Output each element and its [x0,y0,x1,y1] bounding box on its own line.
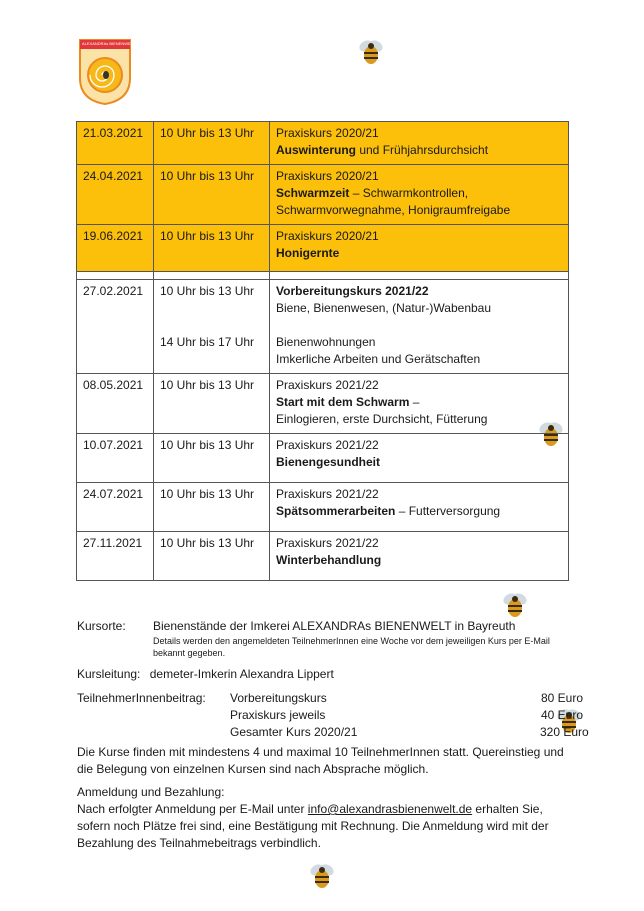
table-row-spacer [77,272,569,280]
table-row [77,122,569,165]
time-cell: 10 Uhr bis 13 Uhr [154,434,270,483]
kursorte-note: Details werden den angemeldeten TeilnehmerInnen eine Woche vor dem jeweiligen Kurs per E-Mail bekannt gegeben. [153,636,550,658]
time-cell [154,280,270,374]
time-cell: 10 Uhr bis 13 Uhr [154,374,270,434]
anmeldung-section [77,784,571,852]
date-cell: 24.04.2021 [77,165,154,225]
course-cell [270,483,569,532]
topic-rest: – Schwarmkontrollen, Schwarmvorwegnahme, Honigraumfreigabe [276,186,511,217]
time-cell: 10 Uhr bis 13 Uhr [154,483,270,532]
table-row [77,165,569,225]
course-cell [270,532,569,581]
course-name: Praxiskurs 2021/22 [276,487,379,501]
date-cell: 21.03.2021 [77,122,154,165]
kursleitung-value: demeter-Imkerin Alexandra Lippert [149,667,334,681]
course-line: Imkerliche Arbeiten und Gerätschaften [276,352,481,366]
course-name: Praxiskurs 2020/21 [276,229,379,243]
table-row [77,225,569,272]
table-row [77,532,569,581]
bee-icon [307,862,337,890]
fee-name: Praxiskurs jeweils [230,708,326,722]
participants-text: Die Kurse finden mit mindestens 4 und maximal 10 TeilnehmerInnen statt. Quereinstieg und die Belegung von einzelnen Kursen sind nach Absprache möglich. [77,745,564,776]
date-cell: 19.06.2021 [77,225,154,272]
schedule-table [76,121,569,581]
topic-bold: Honigernte [276,246,340,260]
bee-icon [356,38,386,66]
table-row [77,280,569,374]
time-cell: 10 Uhr bis 13 Uhr [154,532,270,581]
course-name: Praxiskurs 2020/21 [276,169,379,183]
kursorte-value: Bienenstände der Imkerei ALEXANDRAs BIENENWELT in Bayreuth [153,619,516,633]
table-row [77,374,569,434]
course-cell [270,165,569,225]
topic-bold: Spätsommerarbeiten [276,504,396,518]
time-cell: 10 Uhr bis 13 Uhr [154,122,270,165]
date-cell: 24.07.2021 [77,483,154,532]
bee-icon [500,591,530,619]
fee-row [230,724,589,740]
kursleitung-section [77,666,334,683]
fee-row [230,707,583,723]
course-name: Praxiskurs 2020/21 [276,126,379,140]
kursorte-section [77,618,577,659]
kursorte-label: Kursorte: [77,619,126,633]
fees-label: TeilnehmerInnenbeitrag: [77,691,206,705]
time-2: 14 Uhr bis 17 Uhr [160,335,255,349]
course-line: Einlogieren, erste Durchsicht, Fütterung [276,412,488,426]
fee-amount: 40 Euro [540,708,583,722]
course-name: Praxiskurs 2021/22 [276,438,379,452]
topic-bold: Schwarmzeit [276,186,350,200]
email-link[interactable]: info@alexandrasbienenwelt.de [307,802,473,816]
topic-bold: Bienengesundheit [276,455,381,469]
course-name: Praxiskurs 2021/22 [276,536,379,550]
course-name: Praxiskurs 2021/22 [276,378,379,392]
topic-bold: Auswinterung [276,143,356,157]
fee-amount: 320 Euro [540,725,589,739]
table-row [77,434,569,483]
fee-name: Vorbereitungskurs [230,691,327,705]
course-cell [270,225,569,272]
course-name: Vorbereitungskurs 2021/22 [276,284,429,298]
topic-bold: Winterbehandlung [276,553,382,567]
date-cell: 27.11.2021 [77,532,154,581]
course-cell [270,122,569,165]
topic-bold: Start mit dem Schwarm [276,395,410,409]
anmeldung-heading: Anmeldung und Bezahlung: [77,785,225,799]
time-1: 10 Uhr bis 13 Uhr [160,284,255,298]
time-cell: 10 Uhr bis 13 Uhr [154,165,270,225]
anmeldung-text: Nach erfolgter Anmeldung per E-Mail unter info@alexandrasbienenwelt.de erhalten Sie, sofern noch Plätze frei sind, eine Bestätigung mit Rechnung. Die Anmeldung wird mit der Bezahlung des Teilnahmebeitrags verbindlich. [77,802,549,850]
date-cell: 27.02.2021 [77,280,154,374]
course-cell [270,434,569,483]
course-cell [270,374,569,434]
table-row [77,483,569,532]
kursleitung-label: Kursleitung: [77,667,141,681]
fee-row [230,690,583,706]
time-cell: 10 Uhr bis 13 Uhr [154,225,270,272]
date-cell: 08.05.2021 [77,374,154,434]
fee-name: Gesamter Kurs 2020/21 [230,725,358,739]
logo-text: ALEXANDRAs BIENENWELT [82,41,136,46]
date-cell: 10.07.2021 [77,434,154,483]
topic-rest: – [409,395,420,409]
course-line: Bienenwohnungen [276,335,376,349]
topic-rest: – Futterversorgung [395,504,501,518]
course-line: Biene, Bienenwesen, (Natur-)Wabenbau [276,301,492,315]
topic-rest: und Frühjahrsdurchsicht [356,143,489,157]
fee-amount: 80 Euro [540,691,583,705]
course-cell [270,280,569,374]
logo [78,38,136,106]
